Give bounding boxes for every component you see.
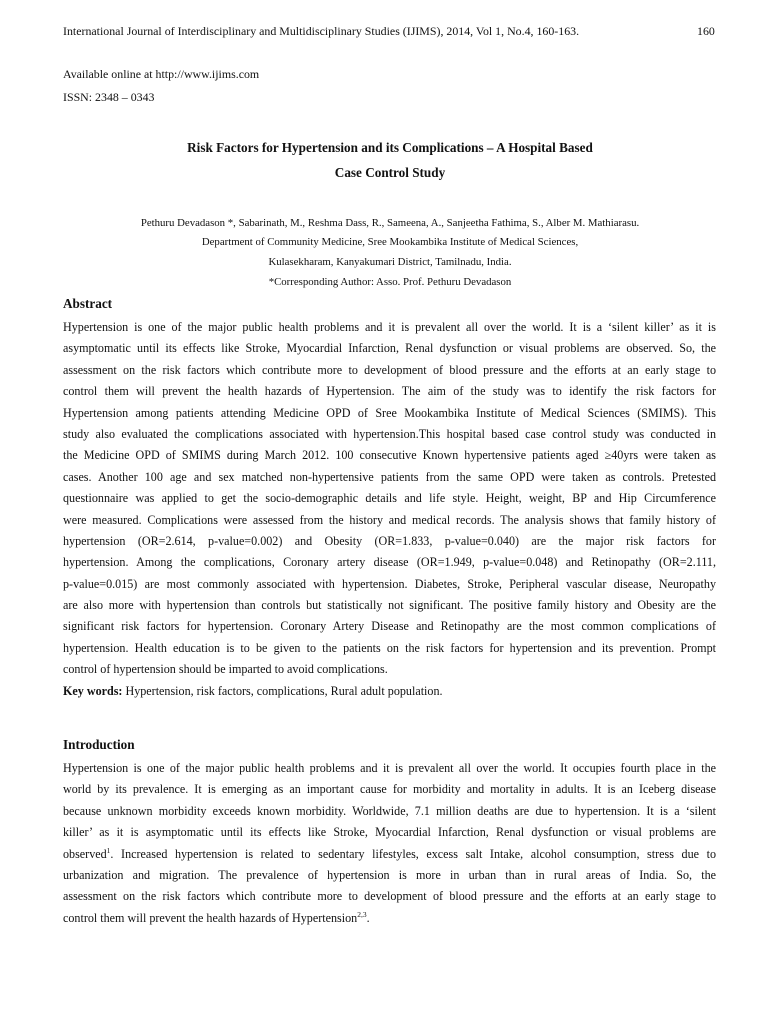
abstract-line: are also more with hypertension than controls but statistically not significant. The positive family history and Obesity are the	[63, 598, 716, 613]
intro-line	[63, 908, 716, 929]
abstract-heading: Abstract	[63, 296, 113, 311]
abstract-line: questionnaire was applied to get the socio-demographic details and life style. Height, weight, BP and Hip Circumference	[63, 491, 716, 506]
introduction-body	[63, 758, 716, 929]
intro-line: because unknown morbidity exceeds known morbidity. Worldwide, 7.1 million deaths are due to hypertension. It is a ‘silent	[63, 803, 716, 818]
intro-line: assessment on the risk factors which contribute more to development of blood pressure and the efforts at an early stage to	[63, 889, 716, 904]
citation-ref: 2,3	[357, 909, 367, 919]
abstract-line: significant risk factors for hypertension. Coronary Artery Disease and Retinopathy are the most common complications of	[63, 619, 716, 634]
journal-citation: International Journal of Interdisciplinary and Multidisciplinary Studies (IJIMS), 2014, Vol 1, No.4, 160-163.	[63, 24, 580, 38]
intro-text: control them will prevent the health hazards of Hypertension	[63, 910, 358, 925]
abstract-line: Hypertension among patients attending Medicine OPD of Sree Mookambika Institute of Medical Sciences (SMIMS). This	[63, 405, 716, 420]
intro-line: urbanization and migration. The prevalence of hypertension is more in urban than in rural areas of India. So, the	[63, 867, 716, 882]
intro-line	[63, 844, 716, 865]
abstract-line: p-value=0.015) are most commonly associated with hypertension. Diabetes, Stroke, Peripheral vascular disease, Neuropathy	[63, 576, 716, 591]
intro-text: . Increased hypertension is related to sedentary lifestyles, excess salt Intake, alcohol consumption, stress due to	[110, 846, 716, 861]
abstract-line: asymptomatic until its effects like Stroke, Myocardial Infarction, Renal dysfunction or visual problems are observed. So, the	[63, 341, 716, 356]
abstract-line: the Medicine OPD of SMIMS during March 2012. 100 consecutive Known hypertensive patients aged ≥40yrs were taken as	[63, 448, 716, 463]
abstract-body	[63, 317, 716, 702]
abstract-line: were measured. Complications were assessed from the history and medical records. The analysis shows that family history of	[63, 512, 716, 527]
affiliation-location: Kulasekharam, Kanyakumari District, Tamilnadu, India.	[268, 256, 512, 268]
intro-text: observed	[63, 846, 107, 861]
availability-line: Available online at http://www.ijims.com	[63, 67, 260, 81]
introduction-heading: Introduction	[63, 737, 135, 752]
intro-text: .	[366, 910, 370, 925]
paper-title-line-1: Risk Factors for Hypertension and its Complications – A Hospital Based	[187, 140, 593, 155]
page-number: 160	[697, 24, 715, 38]
keywords-text: Hypertension, risk factors, complications, Rural adult population.	[122, 683, 443, 698]
affiliation-department: Department of Community Medicine, Sree Mookambika Institute of Medical Sciences,	[201, 236, 579, 248]
author-list: Pethuru Devadason *, Sabarinath, M., Reshma Dass, R., Sameena, A., Sanjeetha Fathima, S., Alber M. Mathiarasu.	[140, 217, 640, 229]
paper-title-line-2: Case Control Study	[334, 165, 446, 180]
intro-line: Hypertension is one of the major public health problems and it is prevalent all over the world. It occupies fourth place in the	[63, 761, 716, 775]
abstract-line: assessment on the risk factors which contribute more to development of blood pressure and the efforts at an early stage to	[63, 362, 716, 377]
intro-line: killer’ as it is asymptomatic until its effects like Stroke, Myocardial Infarction, Renal dysfunction or visual problems are	[63, 825, 716, 840]
keywords-line	[63, 681, 716, 702]
issn-line: ISSN: 2348 – 0343	[63, 90, 155, 104]
abstract-line: study also evaluated the complications associated with hypertension.This hospital based case control study was conducted in	[63, 426, 716, 441]
citation-ref: 1	[106, 845, 111, 855]
abstract-line: control them will prevent the health hazards of Hypertension. The aim of the study was to identify the risk factors for	[63, 384, 716, 399]
abstract-line: hypertension (OR=2.614, p-value=0.002) and Obesity (OR=1.833, p-value=0.040) are the major risk factors for	[63, 533, 716, 548]
abstract-line: cases. Another 100 age and sex matched non-hypertensive patients from the same OPD were taken as controls. Pretested	[63, 469, 716, 484]
abstract-line: hypertension. Health education is to be given to the patients on the risk factors for hypertension and its prevention. Prompt	[63, 640, 716, 655]
intro-line: world by its prevalence. It is emerging as an important cause for morbidity and mortality in adults. It is an Iceberg disease	[63, 782, 716, 797]
corresponding-author: *Corresponding Author: Asso. Prof. Pethuru Devadason	[268, 276, 512, 288]
abstract-line: control of hypertension should be imparted to avoid complications.	[63, 662, 388, 677]
keywords-label: Key words:	[63, 683, 123, 698]
abstract-line: hypertension. Among the complications, Coronary artery disease (OR=1.949, p-value=0.048) and Retinopathy (OR=2.111,	[63, 555, 716, 570]
abstract-line: Hypertension is one of the major public health problems and it is prevalent all over the world. It is a ‘silent killer’ as it is	[63, 320, 716, 334]
